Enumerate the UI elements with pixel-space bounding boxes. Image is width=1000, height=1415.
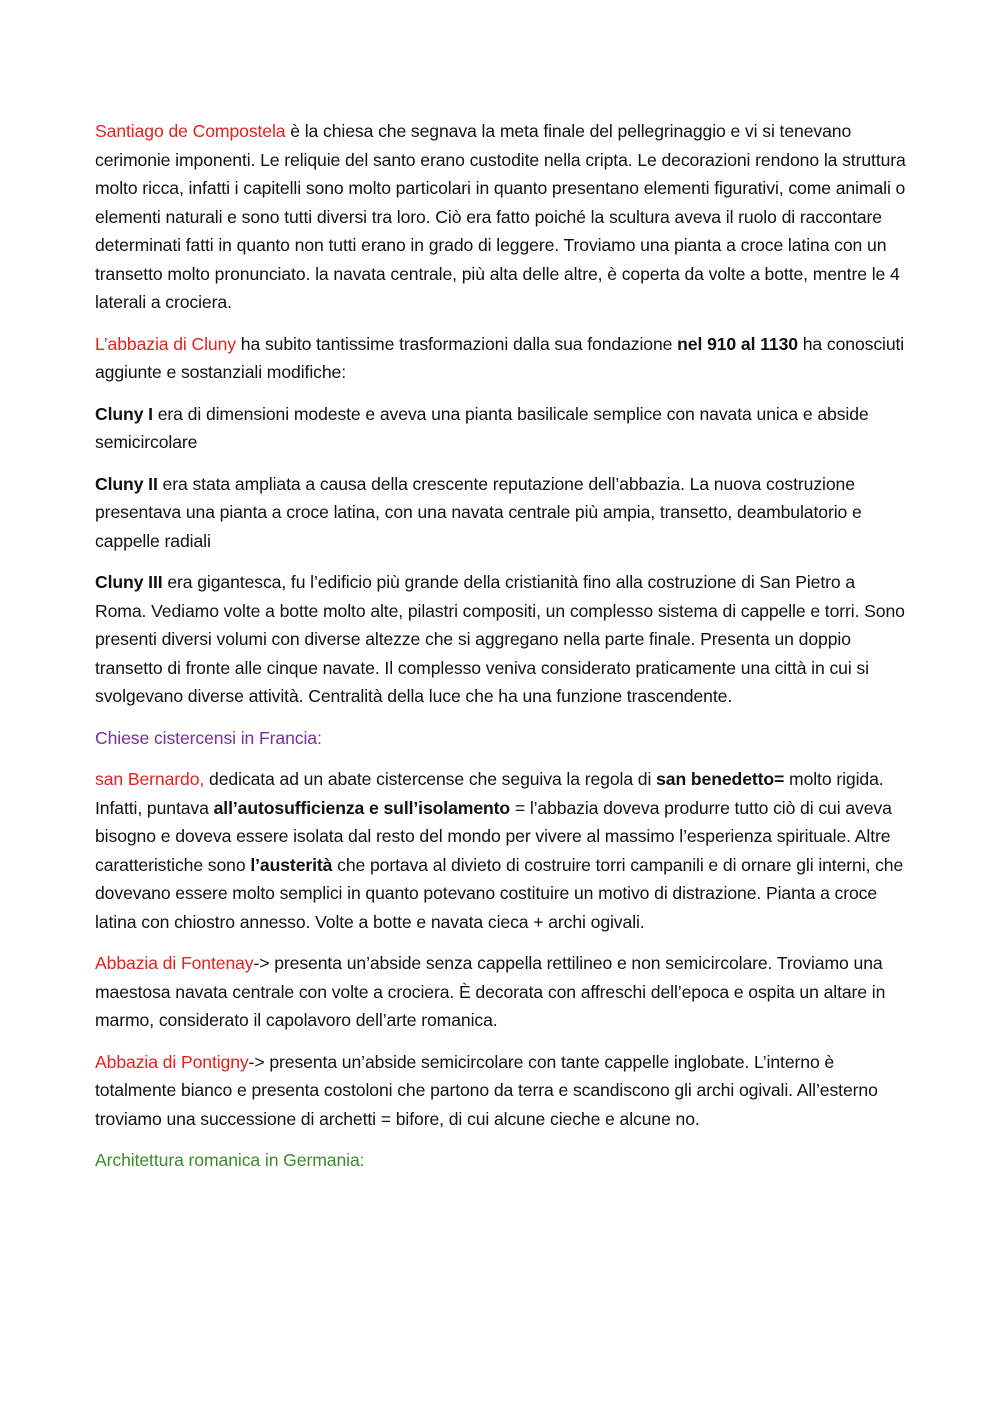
cluny-body-2: ha conosciuti aggiunte e sostanziali modifiche: — [95, 333, 905, 382]
paragraph-cluny-2 — [95, 470, 910, 556]
bernardo-body-2: molto rigida. Infatti, puntava — [95, 769, 884, 818]
paragraph-bernardo — [95, 765, 910, 936]
cluny-2-body: era stata ampliata a causa della crescente reputazione dell’abbazia. La nuova costruzione presentava una pianta a croce latina, con una navata centrale più ampia, transetto, deambulatorio e cappelle radiali — [95, 473, 862, 551]
paragraph-fontenay — [95, 949, 910, 1035]
bernardo-bold-1: san benedetto= — [656, 769, 785, 789]
paragraph-pontigny — [95, 1048, 910, 1134]
bernardo-bold-3: l’austerità — [250, 854, 333, 875]
bernardo-body-4: che portava al divieto di costruire torri campanili e di ornare gli interni, che dovevano essere molto semplici in quanto potevano costituire un motivo di distrazione. Pianta a croce latina con chiostro annesso. Volte a botte e navata cieca + archi ogivali. — [95, 854, 904, 932]
cluny-3-label: Cluny III — [95, 572, 163, 592]
cluny-1-body: era di dimensioni modeste e aveva una pianta basilicale semplice con navata unica e abside semicircolare — [95, 403, 869, 452]
cluny-title: L’abbazia di Cluny — [95, 333, 237, 354]
paragraph-santiago — [95, 117, 910, 317]
santiago-title: Santiago de Compostela — [95, 121, 286, 141]
santiago-body: è la chiesa che segnava la meta finale del pellegrinaggio e vi si tenevano cerimonie imponenti. Le reliquie del santo erano custodite nella cripta. Le decorazioni rendono la struttura molto ricca, infatti i capitelli sono molto particolari in quanto presentano elementi figurativi, come animali o elementi naturali e sono tutti diversi tra loro. Ciò era fatto poiché la scultura aveva il ruolo di raccontare determinati fatti in quanto non tutti erano in grado di leggere. Troviamo una pianta a croce latina con un transetto molto pronunciato. la navata centrale, più alta delle altre, è coperta da volte a botte, mentre le 4 laterali a crociera. — [95, 121, 906, 312]
paragraph-cluny-3 — [95, 568, 910, 711]
paragraph-cluny — [95, 330, 910, 387]
bernardo-body-1: dedicata ad un abate cistercense che seguiva la regola di — [204, 769, 657, 789]
heading-germania: Architettura romanica in Germania: — [95, 1150, 365, 1170]
pontigny-body: -> presenta un’abside semicircolare con tante cappelle inglobate. L’interno è totalmente bianco e presenta costoloni che partono da terra e scandiscono gli archi ogivali. All’esterno troviamo una successione di archetti = bifore, di cui alcune cieche e alcune no. — [95, 1051, 878, 1129]
bernardo-body-3: = l’abbazia doveva produrre tutto ciò di cui aveva bisogno e doveva essere isolata dal resto del mondo per vivere al massimo l’esperienza spirituale. Altre caratteristiche sono — [95, 797, 892, 875]
heading-cistercensi: Chiese cistercensi in Francia: — [95, 727, 322, 748]
cluny-1-label: Cluny I — [95, 403, 153, 424]
document-page — [95, 117, 910, 1188]
fontenay-title: Abbazia di Fontenay — [95, 953, 254, 973]
fontenay-body: -> presenta un’abside senza cappella rettilineo e non semicircolare. Troviamo una maestosa navata centrale con volte a crociera. È decorata con affreschi dell’epoca e ospita un altare in marmo, considerato il capolavoro dell’arte romanica. — [95, 953, 886, 1030]
cluny-body-1: ha subito tantissime trasformazioni dalla sua fondazione — [236, 333, 678, 354]
pontigny-title: Abbazia di Pontigny — [95, 1051, 249, 1072]
cluny-3-body: era gigantesca, fu l’edificio più grande della cristianità fino alla costruzione di San Pietro a Roma. Vediamo volte a botte molto alte, pilastri compositi, un complesso sistema di cappelle e torri. Sono presenti diversi volumi con diverse altezze che si aggregano nella parte finale. Presenta un doppio transetto di fronte alle cinque navate. Il complesso veniva considerato praticamente una città in cui si svolgevano diverse attività. Centralità della luce che ha una funzione trascendente. — [95, 572, 905, 706]
bernardo-title: san Bernardo, — [95, 769, 205, 789]
cluny-2-label: Cluny II — [95, 473, 158, 494]
paragraph-cluny-1 — [95, 400, 910, 457]
bernardo-bold-2: all’autosufficienza e sull’isolamento — [213, 797, 511, 818]
cluny-dates: nel 910 al 1130 — [677, 333, 798, 354]
